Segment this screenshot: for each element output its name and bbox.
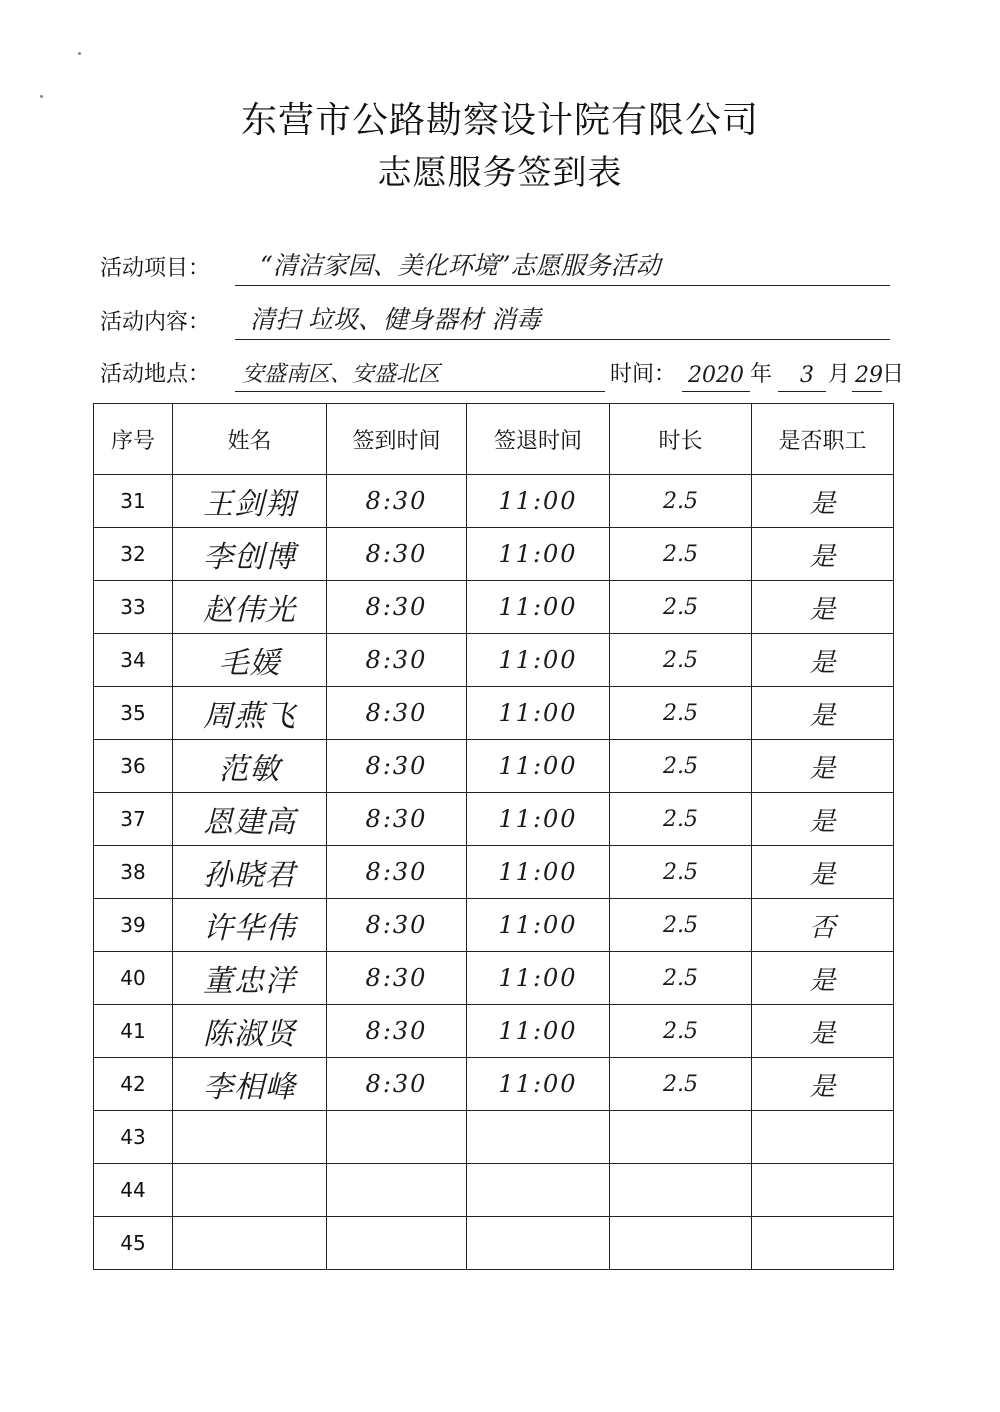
row-checkout: 11:00 [498,805,578,833]
row-seq-cell: 43 [94,1111,173,1164]
row-checkout-cell [467,899,610,952]
row-employee: 是 [809,647,836,678]
row-checkin-cell [327,528,467,581]
row-seq-cell: 38 [94,846,173,899]
row-duration-cell [610,846,752,899]
row-duration-cell [610,740,752,793]
row-employee-cell [752,1111,894,1164]
row-employee-cell [752,1005,894,1058]
content-label: 活动内容： [100,310,211,335]
row-seq-cell: 39 [94,899,173,952]
table-row [94,846,894,899]
row-name: 赵伟光 [203,593,296,628]
row-employee: 是 [809,700,836,731]
row-checkout-cell [467,1111,610,1164]
row-duration: 2.5 [663,700,698,726]
row-checkin-cell [327,846,467,899]
header-seq: 序号 [94,404,173,475]
form-title: 志愿服务签到表 [377,153,623,193]
location-time-line [100,358,905,392]
row-checkout: 11:00 [498,593,578,621]
row-name-cell [173,1005,327,1058]
row-name-cell [173,1058,327,1111]
row-duration: 2.5 [663,541,698,567]
table-row [94,740,894,793]
project-line [100,252,890,286]
row-employee-cell [752,1217,894,1270]
row-seq-cell: 36 [94,740,173,793]
row-seq-cell: 31 [94,475,173,528]
row-checkin: 8:30 [365,699,428,727]
row-seq-cell: 37 [94,793,173,846]
project-label: 活动项目： [100,256,211,281]
row-checkin-cell [327,1164,467,1217]
table-row [94,1164,894,1217]
row-employee-cell [752,528,894,581]
row-checkin-cell [327,634,467,687]
row-duration-cell [610,687,752,740]
row-checkin-cell [327,581,467,634]
row-checkin: 8:30 [365,1017,428,1045]
row-checkin: 8:30 [365,646,428,674]
table-row [94,581,894,634]
row-checkout: 11:00 [498,540,578,568]
row-employee-cell [752,952,894,1005]
row-duration-cell [610,899,752,952]
row-employee: 否 [809,912,836,943]
day-unit: 日 [882,362,905,387]
row-employee-cell [752,846,894,899]
table-row [94,793,894,846]
project-value: “清洁家园、美化环境”志愿服务活动 [260,251,661,280]
row-checkin: 8:30 [365,911,428,939]
signin-table [93,403,894,1270]
row-name: 许华伟 [203,911,296,946]
row-checkout-cell [467,581,610,634]
row-employee: 是 [809,859,836,890]
row-duration: 2.5 [663,753,698,779]
location-value: 安盛南区、安盛北区 [242,362,441,387]
scan-speck [78,52,81,55]
row-name-cell [173,740,327,793]
row-name: 陈淑贤 [203,1017,296,1052]
company-title: 东营市公路勘察设计院有限公司 [240,100,759,141]
row-checkout: 11:00 [498,1070,578,1098]
row-checkout: 11:00 [498,858,578,886]
row-name-cell [173,634,327,687]
row-checkout-cell [467,846,610,899]
table-row [94,1111,894,1164]
header-checkin: 签到时间 [327,404,467,475]
month-unit: 月 [828,362,851,387]
row-checkin-cell [327,899,467,952]
table-row [94,1217,894,1270]
row-name-cell [173,899,327,952]
row-checkout-cell [467,952,610,1005]
year-unit: 年 [750,362,773,387]
row-checkin: 8:30 [365,858,428,886]
row-checkout: 11:00 [498,646,578,674]
content-underline [235,339,890,340]
row-checkin: 8:30 [365,1070,428,1098]
row-employee-cell [752,1058,894,1111]
row-duration: 2.5 [663,912,698,938]
row-name-cell [173,687,327,740]
row-checkin-cell [327,793,467,846]
row-name: 周燕飞 [203,699,296,734]
row-checkin: 8:30 [365,805,428,833]
year-value: 2020 [688,363,744,388]
location-underline [235,391,605,392]
row-checkout-cell [467,475,610,528]
row-checkin-cell [327,740,467,793]
content-value: 清扫 垃圾、健身器材 消毒 [250,305,541,334]
row-checkin-cell [327,1217,467,1270]
row-checkin-cell [327,687,467,740]
row-duration: 2.5 [663,488,698,514]
header-checkout: 签退时间 [467,404,610,475]
row-seq-cell: 42 [94,1058,173,1111]
row-duration: 2.5 [663,965,698,991]
row-employee: 是 [809,965,836,996]
row-checkout: 11:00 [498,752,578,780]
row-name: 董忠洋 [203,964,296,999]
row-duration-cell [610,1005,752,1058]
row-duration-cell [610,634,752,687]
row-checkin-cell [327,952,467,1005]
row-employee: 是 [809,541,836,572]
row-employee: 是 [809,1071,836,1102]
row-name-cell [173,1217,327,1270]
row-employee-cell [752,687,894,740]
row-checkin-cell [327,1111,467,1164]
day-underline [852,391,882,392]
row-name-cell [173,793,327,846]
row-name-cell [173,528,327,581]
row-duration-cell [610,1217,752,1270]
row-name: 恩建高 [203,805,296,840]
row-checkout-cell [467,1058,610,1111]
row-checkout: 11:00 [498,911,578,939]
row-checkout-cell [467,740,610,793]
table-row [94,475,894,528]
row-employee-cell [752,899,894,952]
year-underline [682,391,750,392]
row-checkout-cell [467,1217,610,1270]
row-checkout-cell [467,1164,610,1217]
row-checkout: 11:00 [498,699,578,727]
row-duration-cell [610,528,752,581]
row-employee: 是 [809,753,836,784]
table-row [94,634,894,687]
row-duration: 2.5 [663,806,698,832]
row-seq-cell: 45 [94,1217,173,1270]
row-employee-cell [752,634,894,687]
row-checkout-cell [467,1005,610,1058]
row-duration: 2.5 [663,647,698,673]
day-value: 29 [855,363,883,388]
row-name-cell [173,581,327,634]
row-checkin: 8:30 [365,487,428,515]
row-checkout-cell [467,528,610,581]
row-duration-cell [610,1058,752,1111]
row-employee: 是 [809,806,836,837]
row-name: 范敏 [218,752,281,787]
project-underline [235,285,890,286]
row-duration-cell [610,1164,752,1217]
row-employee: 是 [809,488,836,519]
table-row [94,687,894,740]
row-name-cell [173,1164,327,1217]
row-duration-cell [610,581,752,634]
row-checkin: 8:30 [365,964,428,992]
row-checkout: 11:00 [498,487,578,515]
header-duration: 时长 [610,404,752,475]
row-checkin: 8:30 [365,593,428,621]
header-employee: 是否职工 [752,404,894,475]
row-seq-cell: 34 [94,634,173,687]
row-name: 李创博 [203,540,296,575]
row-duration-cell [610,475,752,528]
row-checkout-cell [467,687,610,740]
row-checkin-cell [327,1058,467,1111]
row-seq-cell: 41 [94,1005,173,1058]
table-row [94,899,894,952]
row-duration: 2.5 [663,859,698,885]
row-employee-cell [752,740,894,793]
row-checkin: 8:30 [365,752,428,780]
row-employee-cell [752,793,894,846]
row-seq-cell: 44 [94,1164,173,1217]
row-checkout: 11:00 [498,964,578,992]
row-seq-cell: 32 [94,528,173,581]
location-label: 活动地点： [100,362,211,387]
row-duration: 2.5 [663,594,698,620]
header-name: 姓名 [173,404,327,475]
row-name: 毛媛 [218,646,281,681]
row-name-cell [173,846,327,899]
row-checkout-cell [467,634,610,687]
row-employee: 是 [809,594,836,625]
row-name: 孙晓君 [203,858,296,893]
table-row [94,952,894,1005]
row-duration-cell [610,1111,752,1164]
row-employee: 是 [809,1018,836,1049]
month-value: 3 [800,363,814,388]
table-header-row [94,404,894,475]
table-row [94,1058,894,1111]
row-duration: 2.5 [663,1018,698,1044]
row-checkin: 8:30 [365,540,428,568]
row-name: 李相峰 [203,1070,296,1105]
row-employee-cell [752,1164,894,1217]
row-employee-cell [752,581,894,634]
row-name: 王剑翔 [203,487,296,522]
content-line [100,306,890,340]
row-checkin-cell [327,1005,467,1058]
row-checkout-cell [467,793,610,846]
row-duration-cell [610,952,752,1005]
row-name-cell [173,1111,327,1164]
row-duration-cell [610,793,752,846]
row-checkin-cell [327,475,467,528]
row-seq-cell: 35 [94,687,173,740]
row-employee-cell [752,475,894,528]
month-underline [778,391,826,392]
row-name-cell [173,475,327,528]
time-label: 时间： [610,362,677,387]
row-name-cell [173,952,327,1005]
row-checkout: 11:00 [498,1017,578,1045]
table-row [94,1005,894,1058]
row-duration: 2.5 [663,1071,698,1097]
table-row [94,528,894,581]
row-seq-cell: 40 [94,952,173,1005]
row-seq-cell: 33 [94,581,173,634]
